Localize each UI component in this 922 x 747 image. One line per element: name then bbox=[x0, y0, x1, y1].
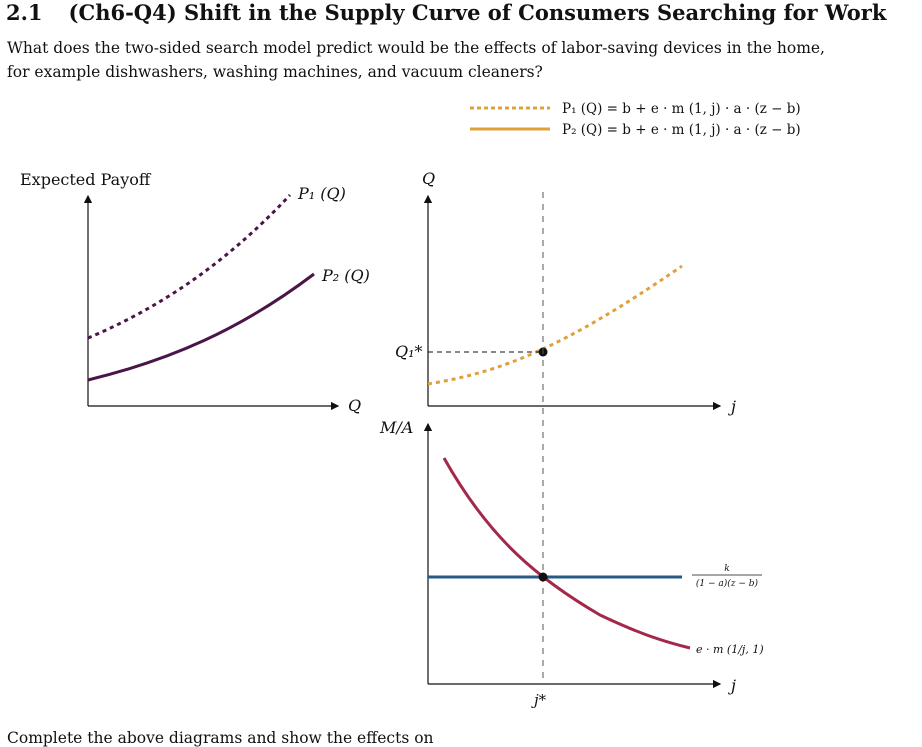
footer-partial-text: Complete the above diagrams and show the effects on bbox=[7, 729, 434, 747]
bottom-right-panel bbox=[379, 418, 764, 709]
bottom-x-label: j bbox=[731, 676, 736, 695]
legend bbox=[470, 101, 801, 138]
supply-curve-q bbox=[428, 266, 682, 384]
hline-label-numerator: k bbox=[724, 564, 730, 574]
left-panel bbox=[20, 170, 370, 415]
p1-curve bbox=[88, 195, 290, 338]
question-text: What does the two-sided search model predict would be the effects of labor-saving devices in the home, for example dishwashers, washing machines, and vacuum cleaners? bbox=[7, 39, 825, 81]
q-star-label: Q₁* bbox=[395, 342, 423, 361]
top-y-label: Q bbox=[422, 169, 436, 188]
left-x-label: Q bbox=[348, 396, 362, 415]
p1-label: P₁ (Q) bbox=[298, 184, 346, 203]
matching-curve-label: e · m (1/j, 1) bbox=[696, 643, 764, 656]
top-x-label: j bbox=[731, 397, 736, 416]
matching-curve bbox=[444, 458, 690, 648]
left-y-label: Expected Payoff bbox=[20, 170, 151, 189]
legend-p1-text: P₁ (Q) = b + e · m (1, j) · a · (z − b) bbox=[562, 101, 801, 117]
bottom-equilibrium-point bbox=[539, 573, 548, 582]
p2-label: P₂ (Q) bbox=[322, 266, 370, 285]
bottom-y-label: M/A bbox=[380, 418, 414, 437]
j-star-label: j* bbox=[534, 691, 547, 709]
section-title: (Ch6-Q4) Shift in the Supply Curve of Consumers Searching for Work bbox=[68, 0, 887, 25]
p2-curve bbox=[88, 274, 314, 380]
section-number: 2.1 bbox=[6, 0, 43, 25]
top-right-panel bbox=[395, 169, 736, 416]
legend-p2-text: P₂ (Q) = b + e · m (1, j) · a · (z − b) bbox=[562, 122, 801, 138]
hline-label-denominator: (1 − a)(z − b) bbox=[695, 579, 759, 589]
